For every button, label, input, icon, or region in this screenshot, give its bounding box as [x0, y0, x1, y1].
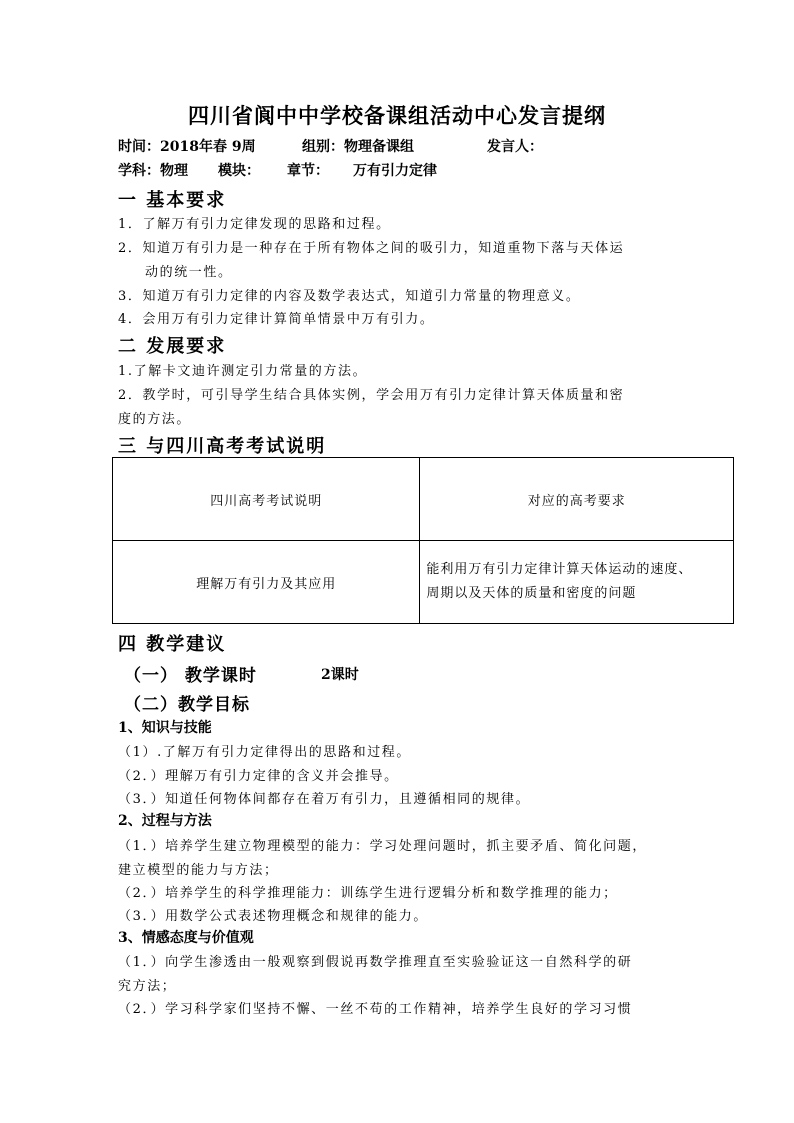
section2-item: 1.了解卡文迪许测定引力常量的方法。 [118, 364, 368, 379]
section1-item: 动的统一性。 [145, 265, 233, 280]
table-header-row [113, 458, 734, 541]
meta-group: 组别：物理备课组 [302, 139, 414, 155]
process-method-heading: 2、过程与方法 [118, 813, 212, 829]
section1-item: 4．会用万有引力定律计算简单情景中万有引力。 [118, 312, 435, 327]
knowledge-skills-heading: 1、知识与技能 [118, 720, 212, 736]
meta-chapter-name: 万有引力定律 [353, 163, 437, 179]
process-item: （1．）培养学生建立物理模型的能力：学习处理问题时，抓主要矛盾、简化问题， [118, 839, 647, 854]
process-item: （3．）用数学公式表述物理概念和规律的能力。 [118, 909, 428, 924]
attitude-values-heading: 3、情感态度与价值观 [118, 930, 254, 946]
section1-item: 3．知道万有引力定律的内容及数学表达式，知道引力常量的物理意义。 [118, 289, 581, 304]
section1-item: 1．了解万有引力定律发现的思路和过程。 [118, 217, 391, 232]
meta-chapter: 章节： [287, 163, 329, 179]
table-header-right: 对应的高考要求 [420, 458, 734, 541]
section4-heading: 四 教学建议 [118, 634, 227, 655]
attitude-item: （2．）学习科学家们坚持不懈、一丝不苟的工作精神，培养学生良好的学习习惯 [118, 1002, 633, 1017]
teaching-goals-heading: （二）教学目标 [124, 695, 250, 715]
meta-module: 模块： [218, 163, 260, 179]
table-cell-requirement [420, 541, 734, 624]
meta-time: 时间：2018年春 9周 [118, 139, 256, 155]
knowledge-item: （2．）理解万有引力定律的含义并会推导。 [118, 769, 399, 784]
meta-speaker: 发言人： [487, 139, 543, 155]
section2-heading: 二 发展要求 [118, 336, 227, 357]
teaching-hours-value: 2课时 [321, 667, 359, 683]
document-title: 四川省阆中中学校备课组活动中心发言提纲 [188, 103, 606, 128]
table-row [113, 541, 734, 624]
knowledge-item: （3．）知道任何物体间都存在着万有引力，且遵循相同的规律。 [118, 792, 531, 807]
section2-item: 度的方法。 [118, 412, 192, 427]
attitude-item: （1．）向学生渗透由一般观察到假说再数学推理直至实验验证这一自然科学的研 [118, 955, 633, 970]
table-header-left: 四川高考考试说明 [113, 458, 420, 541]
section2-item: 2．教学时，可引导学生结合具体实例，学会用万有引力定律计算天体质量和密 [118, 388, 625, 403]
section3-heading: 三 与四川高考考试说明 [118, 436, 327, 457]
teaching-hours-label: （一） 教学课时 [124, 666, 257, 686]
meta-subject: 学科：物理 [118, 163, 188, 179]
section1-heading: 一 基本要求 [118, 190, 227, 211]
process-item: 建立模型的能力与方法； [118, 863, 279, 878]
knowledge-item: （1）.了解万有引力定律得出的思路和过程。 [118, 745, 412, 760]
table-cell-requirement-line: 能利用万有引力定律计算天体运动的速度、 [426, 562, 693, 577]
exam-requirements-table [112, 457, 734, 624]
attitude-item: 究方法； [118, 979, 177, 994]
section1-item: 2．知道万有引力是一种存在于所有物体之间的吸引力，知道重物下落与天体运 [118, 241, 625, 256]
table-cell-topic: 理解万有引力及其应用 [113, 541, 420, 624]
table-cell-requirement-line: 周期以及天体的质量和密度的问题 [426, 586, 637, 601]
process-item: （2．）培养学生的科学推理能力：训练学生进行逻辑分析和数学推理的能力； [118, 886, 618, 901]
